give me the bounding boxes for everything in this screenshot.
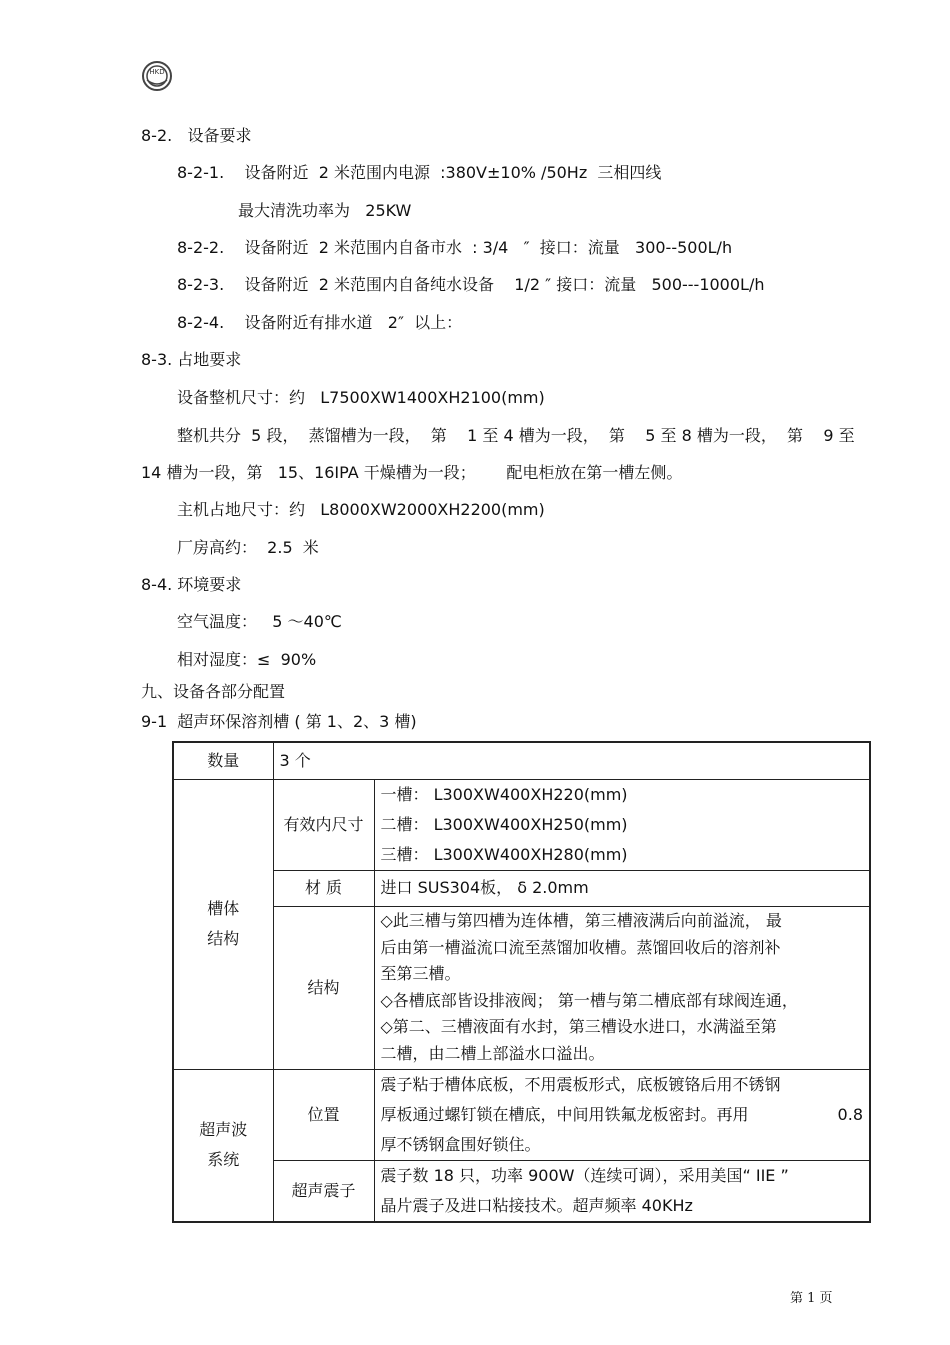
item-8-2-4: 8-2-4. 设备附近有排水道 2″ 以上： bbox=[177, 313, 463, 332]
footprint-dimensions: 主机占地尺寸：约 L8000XW2000XH2200(mm) bbox=[177, 500, 545, 519]
section-9-1-heading: 9-1 超声环保溶剂槽 ( 第 1、2、3 槽) bbox=[141, 712, 417, 731]
workshop-height: 厂房高约： 2.5 米 bbox=[177, 538, 319, 557]
table-row bbox=[173, 1069, 870, 1160]
size-label: 有效内尺寸 bbox=[273, 779, 374, 870]
size-value: 一槽： L300XW400XH220(mm) 二槽： L300XW400XH250(mm) 三槽： L300XW400XH280(mm) bbox=[374, 779, 870, 870]
section-8-4-heading: 8-4. 环境要求 bbox=[141, 575, 242, 594]
table-row bbox=[173, 906, 870, 1069]
tank-spec-table bbox=[172, 741, 871, 1223]
segment-text-line2: 14 槽为一段，第 15、16IPA 干燥槽为一段； 配电柜放在第一槽左侧。 bbox=[141, 463, 683, 482]
section-9-heading: 九、设备各部分配置 bbox=[141, 682, 286, 701]
item-8-2-1: 8-2-1. 设备附近 2 米范围内电源 :380V±10% /50Hz 三相四线 bbox=[177, 163, 662, 182]
section-8-3-heading: 8-3. 占地要求 bbox=[141, 350, 242, 369]
item-8-2-2: 8-2-2. 设备附近 2 米范围内自备市水 : 3/4 ″ 接口：流量 300--500L/h bbox=[177, 238, 733, 257]
tank-structure-label: 槽体 结构 bbox=[173, 779, 273, 1069]
table-row bbox=[173, 1160, 870, 1222]
material-value: 进口 SUS304板， δ 2.0mm bbox=[374, 870, 870, 906]
qty-value: 3 个 bbox=[273, 742, 870, 779]
hkd-logo-icon bbox=[141, 60, 173, 92]
air-temperature: 空气温度： 5 ～40℃ bbox=[177, 612, 342, 631]
machine-dimensions: 设备整机尺寸：约 L7500XW1400XH2100(mm) bbox=[177, 388, 545, 407]
section-8-2-heading: 8-2. 设备要求 bbox=[141, 126, 252, 145]
qty-label: 数量 bbox=[173, 742, 273, 779]
item-8-2-1-power: 最大清洗功率为 25KW bbox=[238, 201, 412, 220]
vibrator-label: 超声震子 bbox=[273, 1160, 374, 1222]
table-row bbox=[173, 779, 870, 870]
vibrator-value: 震子数 18 只，功率 900W（连续可调），采用美国“ IIE ” 晶片震子及进口粘接技术。超声频率 40KHz bbox=[374, 1160, 870, 1222]
table-row bbox=[173, 870, 870, 906]
logo-text: HKD bbox=[149, 68, 165, 76]
structure-value: ◇此三槽与第四槽为连体槽，第三槽液满后向前溢流， 最 后由第一槽溢流口流至蒸馏加收槽。蒸馏回收后的溶剂补 至第三槽。 ◇各槽底部皆设排液阀； 第一槽与第二槽底部有球阀连通， ◇第二、三槽液面有水封，第三槽设水进口，水满溢至第 二槽，由二槽上部溢水口溢出。 bbox=[374, 906, 870, 1069]
segment-text-line1: 整机共分 5 段， 蒸馏槽为一段， 第 1 至 4 槽为一段， 第 5 至 8 槽为一段， 第 9 至 bbox=[177, 426, 855, 445]
page-number: 第 1 页 bbox=[790, 1291, 833, 1306]
item-8-2-3: 8-2-3. 设备附近 2 米范围内自备纯水设备 1/2 ″ 接口：流量 500---1000L/h bbox=[177, 275, 765, 294]
material-label: 材 质 bbox=[273, 870, 374, 906]
relative-humidity: 相对湿度：≤ 90% bbox=[177, 650, 317, 669]
position-value: 震子粘于槽体底板，不用震板形式，底板镀铬后用不锈钢 厚板通过螺钉锁在槽底，中间用铁氟龙板密封。再用 0.8 厚不锈钢盒围好锁住。 bbox=[374, 1069, 870, 1160]
position-label: 位置 bbox=[273, 1069, 374, 1160]
table-row bbox=[173, 742, 870, 779]
structure-label: 结构 bbox=[273, 906, 374, 1069]
ultrasonic-system-label: 超声波 系统 bbox=[173, 1069, 273, 1222]
